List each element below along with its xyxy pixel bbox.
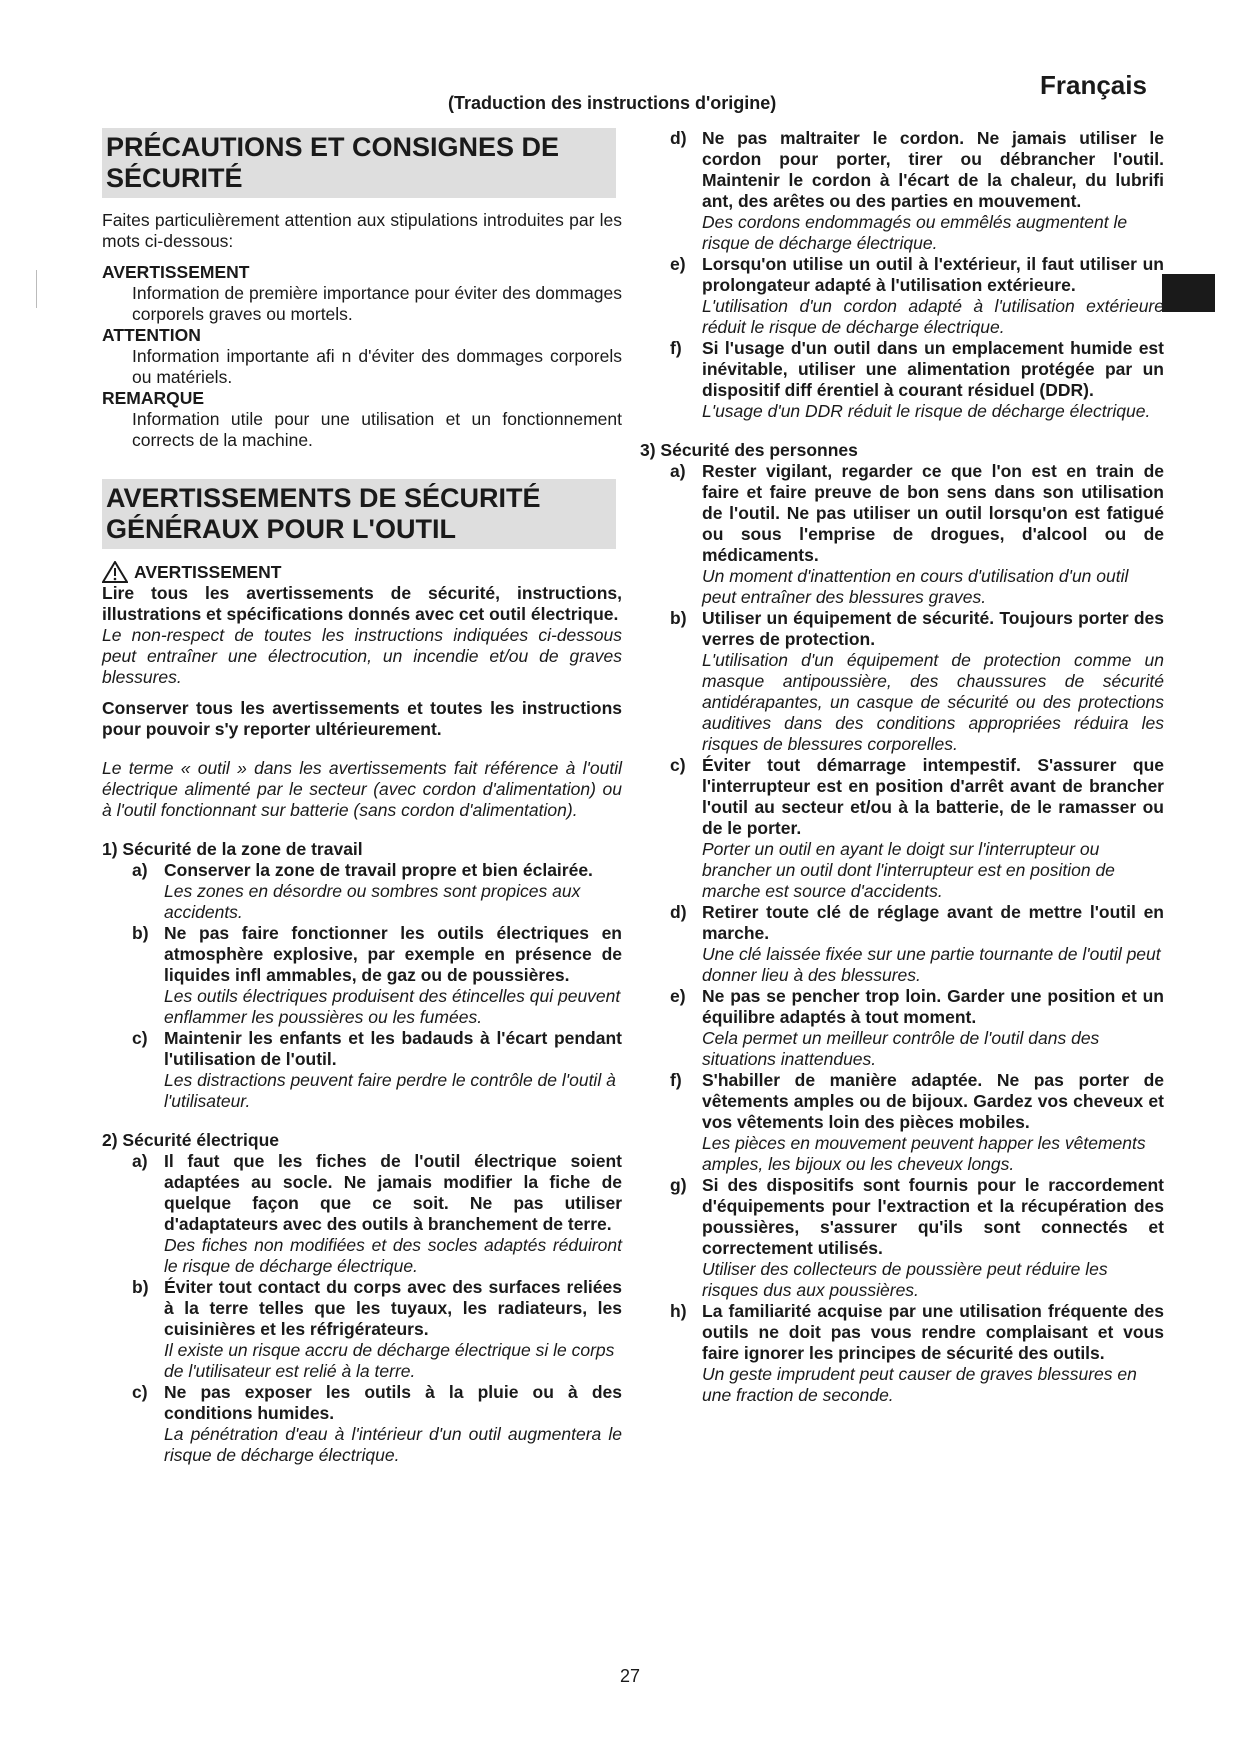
page-subtitle: (Traduction des instructions d'origine) xyxy=(448,93,777,113)
item-italic: Les pièces en mouvement peuvent happer les vêtements amples, les bijoux ou les cheveux longs. xyxy=(702,1133,1146,1174)
conserver-text: Conserver tous les avertissements et toutes les instructions pour pouvoir s'y reporter ultérieurement. xyxy=(102,698,622,740)
spacer xyxy=(102,688,622,698)
item-label: b) xyxy=(670,608,687,628)
item-bold: Conserver la zone de travail propre et bien éclairée. xyxy=(164,860,593,881)
attention-label: ATTENTION xyxy=(102,325,201,346)
item-bold: Ne pas maltraiter le cordon. Ne jamais utiliser le cordon pour porter, tirer ou débrancher l'outil. Maintenir le cordon à l'écart de la chaleur, du lubrifi ant, des arêtes ou des parties en mouvement. xyxy=(702,128,1164,211)
section-heading-precautions xyxy=(102,128,616,198)
spacer xyxy=(640,422,1164,440)
item-bold: Éviter tout démarrage intempestif. S'assurer que l'interrupteur est en position d'arrêt avant de brancher l'outil au secteur et/ou à la batterie, de le ramasser ou de le porter. xyxy=(702,755,1164,838)
avertissement-text: Information de première importance pour éviter des dommages corporels graves ou mortels. xyxy=(132,283,622,325)
language-label: Français xyxy=(1040,70,1147,100)
heading-line: PRÉCAUTIONS ET CONSIGNES DE xyxy=(106,132,560,162)
item-italic: Les distractions peuvent faire perdre le contrôle de l'outil à l'utilisateur. xyxy=(164,1070,616,1112)
spacer xyxy=(102,451,622,479)
item-italic: Les outils électriques produisent des étincelles qui peuvent enflammer les poussières ou les fumées. xyxy=(164,986,621,1028)
item-bold: Éviter tout contact du corps avec des surfaces reliées à la terre telles que les tuyaux, les radiateurs, les cuisinières et les réfrigérateurs. xyxy=(164,1277,622,1340)
item-bold: Retirer toute clé de réglage avant de mettre l'outil en marche. xyxy=(702,902,1164,943)
section-1-title: 1) Sécurité de la zone de travail xyxy=(102,839,363,860)
item-label: b) xyxy=(132,923,149,944)
list-item xyxy=(132,1277,622,1340)
section-heading-avertissements xyxy=(102,479,616,549)
item-bold: Il faut que les fiches de l'outil électrique soient adaptées au socle. Ne jamais modifier la fiche de quelque façon que ce soit. Ne pas utiliser d'adaptateurs avec des outils à branchement de terre. xyxy=(164,1151,622,1235)
item-label: e) xyxy=(670,254,686,274)
list-item xyxy=(670,755,1164,839)
list-item xyxy=(670,902,1164,944)
remarque-text: Information utile pour une utilisation et un fonctionnement corrects de la machine. xyxy=(132,409,622,451)
item-italic: Une clé laissée fixée sur une partie tournante de l'outil peut donner lieu à des blessures. xyxy=(702,944,1161,985)
list-item xyxy=(132,860,622,881)
item-label: h) xyxy=(670,1301,687,1321)
right-column xyxy=(640,128,1164,1406)
section-tab-marker xyxy=(1162,274,1215,312)
item-label: c) xyxy=(132,1382,148,1403)
item-label: c) xyxy=(132,1028,148,1049)
item-label: a) xyxy=(670,461,686,481)
list-item xyxy=(670,461,1164,566)
item-italic: L'utilisation d'un équipement de protection comme un masque antipoussière, des chaussures de sécurité antidérapantes, un casque de sécurité ou des protections auditives dans des conditions appropriées réduira les risques de blessures corporelles. xyxy=(702,650,1164,754)
item-italic: Utiliser des collecteurs de poussière peut réduire les risques dus aux poussières. xyxy=(702,1259,1108,1300)
item-label: a) xyxy=(132,860,148,881)
list-item xyxy=(670,1070,1164,1133)
item-italic: Les zones en désordre ou sombres sont propices aux accidents. xyxy=(164,881,581,923)
avertissement-label: AVERTISSEMENT xyxy=(102,262,250,283)
item-bold: Rester vigilant, regarder ce que l'on est en train de faire et faire preuve de bon sens dans son utilisation de l'outil. Ne pas utiliser un outil lorsqu'on est fatigué ou sous l'emprise de drogues, d'alcool ou de médicaments. xyxy=(702,461,1164,565)
remarque-label: REMARQUE xyxy=(102,388,205,409)
item-label: d) xyxy=(670,902,687,922)
item-bold: Utiliser un équipement de sécurité. Toujours porter des verres de protection. xyxy=(702,608,1164,649)
heading-line: AVERTISSEMENTS DE SÉCURITÉ xyxy=(106,483,541,514)
item-bold: Ne pas faire fonctionner les outils électriques en atmosphère explosive, par exemple en présence de liquides infl ammables, de gaz ou de poussières. xyxy=(164,923,622,986)
item-label: a) xyxy=(132,1151,148,1172)
item-italic: Un geste imprudent peut causer de graves blessures en une fraction de seconde. xyxy=(702,1364,1137,1405)
item-italic: Il existe un risque accru de décharge électrique si le corps de l'utilisateur est relié à la terre. xyxy=(164,1340,615,1382)
section-3-title: 3) Sécurité des personnes xyxy=(640,440,858,460)
item-label: f) xyxy=(670,338,682,358)
item-bold: Si l'usage d'un outil dans un emplacement humide est inévitable, utiliser une alimentation protégée par un dispositif diff érentiel à courant résiduel (DDR). xyxy=(702,338,1164,400)
list-item xyxy=(670,1175,1164,1259)
item-bold: S'habiller de manière adaptée. Ne pas porter de vêtements amples ou de bijoux. Gardez vos cheveux et vos vêtements loin des pièces mobiles. xyxy=(702,1070,1164,1132)
spacer xyxy=(102,740,622,758)
margin-mark xyxy=(36,270,37,308)
list-item xyxy=(670,128,1164,212)
item-italic: Un moment d'inattention en cours d'utilisation d'un outil peut entraîner des blessures graves. xyxy=(702,566,1129,607)
spacer xyxy=(102,252,622,262)
item-italic: L'utilisation d'un cordon adapté à l'utilisation extérieure réduit le risque de décharge électrique. xyxy=(702,296,1164,337)
heading-line: GÉNÉRAUX POUR L'OUTIL xyxy=(106,514,456,545)
warning-triangle-icon xyxy=(102,561,128,583)
warning-italic-text: Le non-respect de toutes les instructions indiquées ci-dessous peut entraîner une électrocution, un incendie et/ou de graves blessures. xyxy=(102,625,622,688)
spacer xyxy=(102,821,622,839)
item-label: d) xyxy=(670,128,687,148)
item-label: c) xyxy=(670,755,686,775)
item-italic: L'usage d'un DDR réduit le risque de décharge électrique. xyxy=(702,401,1151,421)
list-item xyxy=(670,254,1164,296)
item-bold: Ne pas exposer les outils à la pluie ou à des conditions humides. xyxy=(164,1382,622,1424)
spacer xyxy=(102,1112,622,1130)
item-label: g) xyxy=(670,1175,687,1195)
item-italic: Porter un outil en ayant le doigt sur l'interrupteur ou brancher un outil dont l'interrupteur est en position de marche est source d'accidents. xyxy=(702,839,1115,901)
list-item xyxy=(132,1028,622,1070)
heading-line: SÉCURITÉ xyxy=(106,163,243,194)
list-item xyxy=(670,608,1164,650)
list-item xyxy=(132,1151,622,1235)
item-italic: Cela permet un meilleur contrôle de l'outil dans des situations inattendues. xyxy=(702,1028,1100,1069)
intro-text: Faites particulièrement attention aux stipulations introduites par les mots ci-dessous: xyxy=(102,210,622,252)
list-item xyxy=(132,1382,622,1424)
terme-text: Le terme « outil » dans les avertissements fait référence à l'outil électrique alimenté par le secteur (avec cordon d'alimentation) ou à l'outil fonctionnant sur batterie (sans cordon d'alimentation). xyxy=(102,758,622,821)
item-bold: Ne pas se pencher trop loin. Garder une position et un équilibre adaptés à tout moment. xyxy=(702,986,1164,1027)
item-italic: Des cordons endommagés ou emmêlés augmentent le risque de décharge électrique. xyxy=(702,212,1128,253)
item-italic: La pénétration d'eau à l'intérieur d'un outil augmentera le risque de décharge électrique. xyxy=(164,1424,622,1466)
list-item xyxy=(670,1301,1164,1364)
list-item xyxy=(670,986,1164,1028)
item-label: e) xyxy=(670,986,686,1006)
page-number: 27 xyxy=(620,1666,641,1686)
warning-label: AVERTISSEMENT xyxy=(134,561,282,582)
warning-bold-text: Lire tous les avertissements de sécurité, instructions, illustrations et spécifications donnés avec cet outil électrique. xyxy=(102,583,622,625)
list-item xyxy=(670,338,1164,401)
warning-row xyxy=(102,561,622,583)
section-2-title: 2) Sécurité électrique xyxy=(102,1130,280,1151)
item-italic: Des fiches non modifiées et des socles adaptés réduiront le risque de décharge électrique. xyxy=(164,1235,622,1277)
item-bold: Si des dispositifs sont fournis pour le raccordement d'équipements pour l'extraction et la récupération des poussières, s'assurer qu'ils sont connectés et correctement utilisés. xyxy=(702,1175,1164,1258)
item-bold: La familiarité acquise par une utilisation fréquente des outils ne doit pas vous rendre complaisant et vous faire ignorer les principes de sécurité des outils. xyxy=(702,1301,1164,1363)
list-item xyxy=(132,923,622,986)
item-bold: Lorsqu'on utilise un outil à l'extérieur, il faut utiliser un prolongateur adapté à l'utilisation extérieure. xyxy=(702,254,1164,295)
left-column xyxy=(102,128,622,1466)
item-label: b) xyxy=(132,1277,149,1298)
attention-text: Information importante afi n d'éviter des dommages corporels ou matériels. xyxy=(132,346,622,388)
item-label: f) xyxy=(670,1070,682,1090)
item-bold: Maintenir les enfants et les badauds à l'écart pendant l'utilisation de l'outil. xyxy=(164,1028,622,1070)
